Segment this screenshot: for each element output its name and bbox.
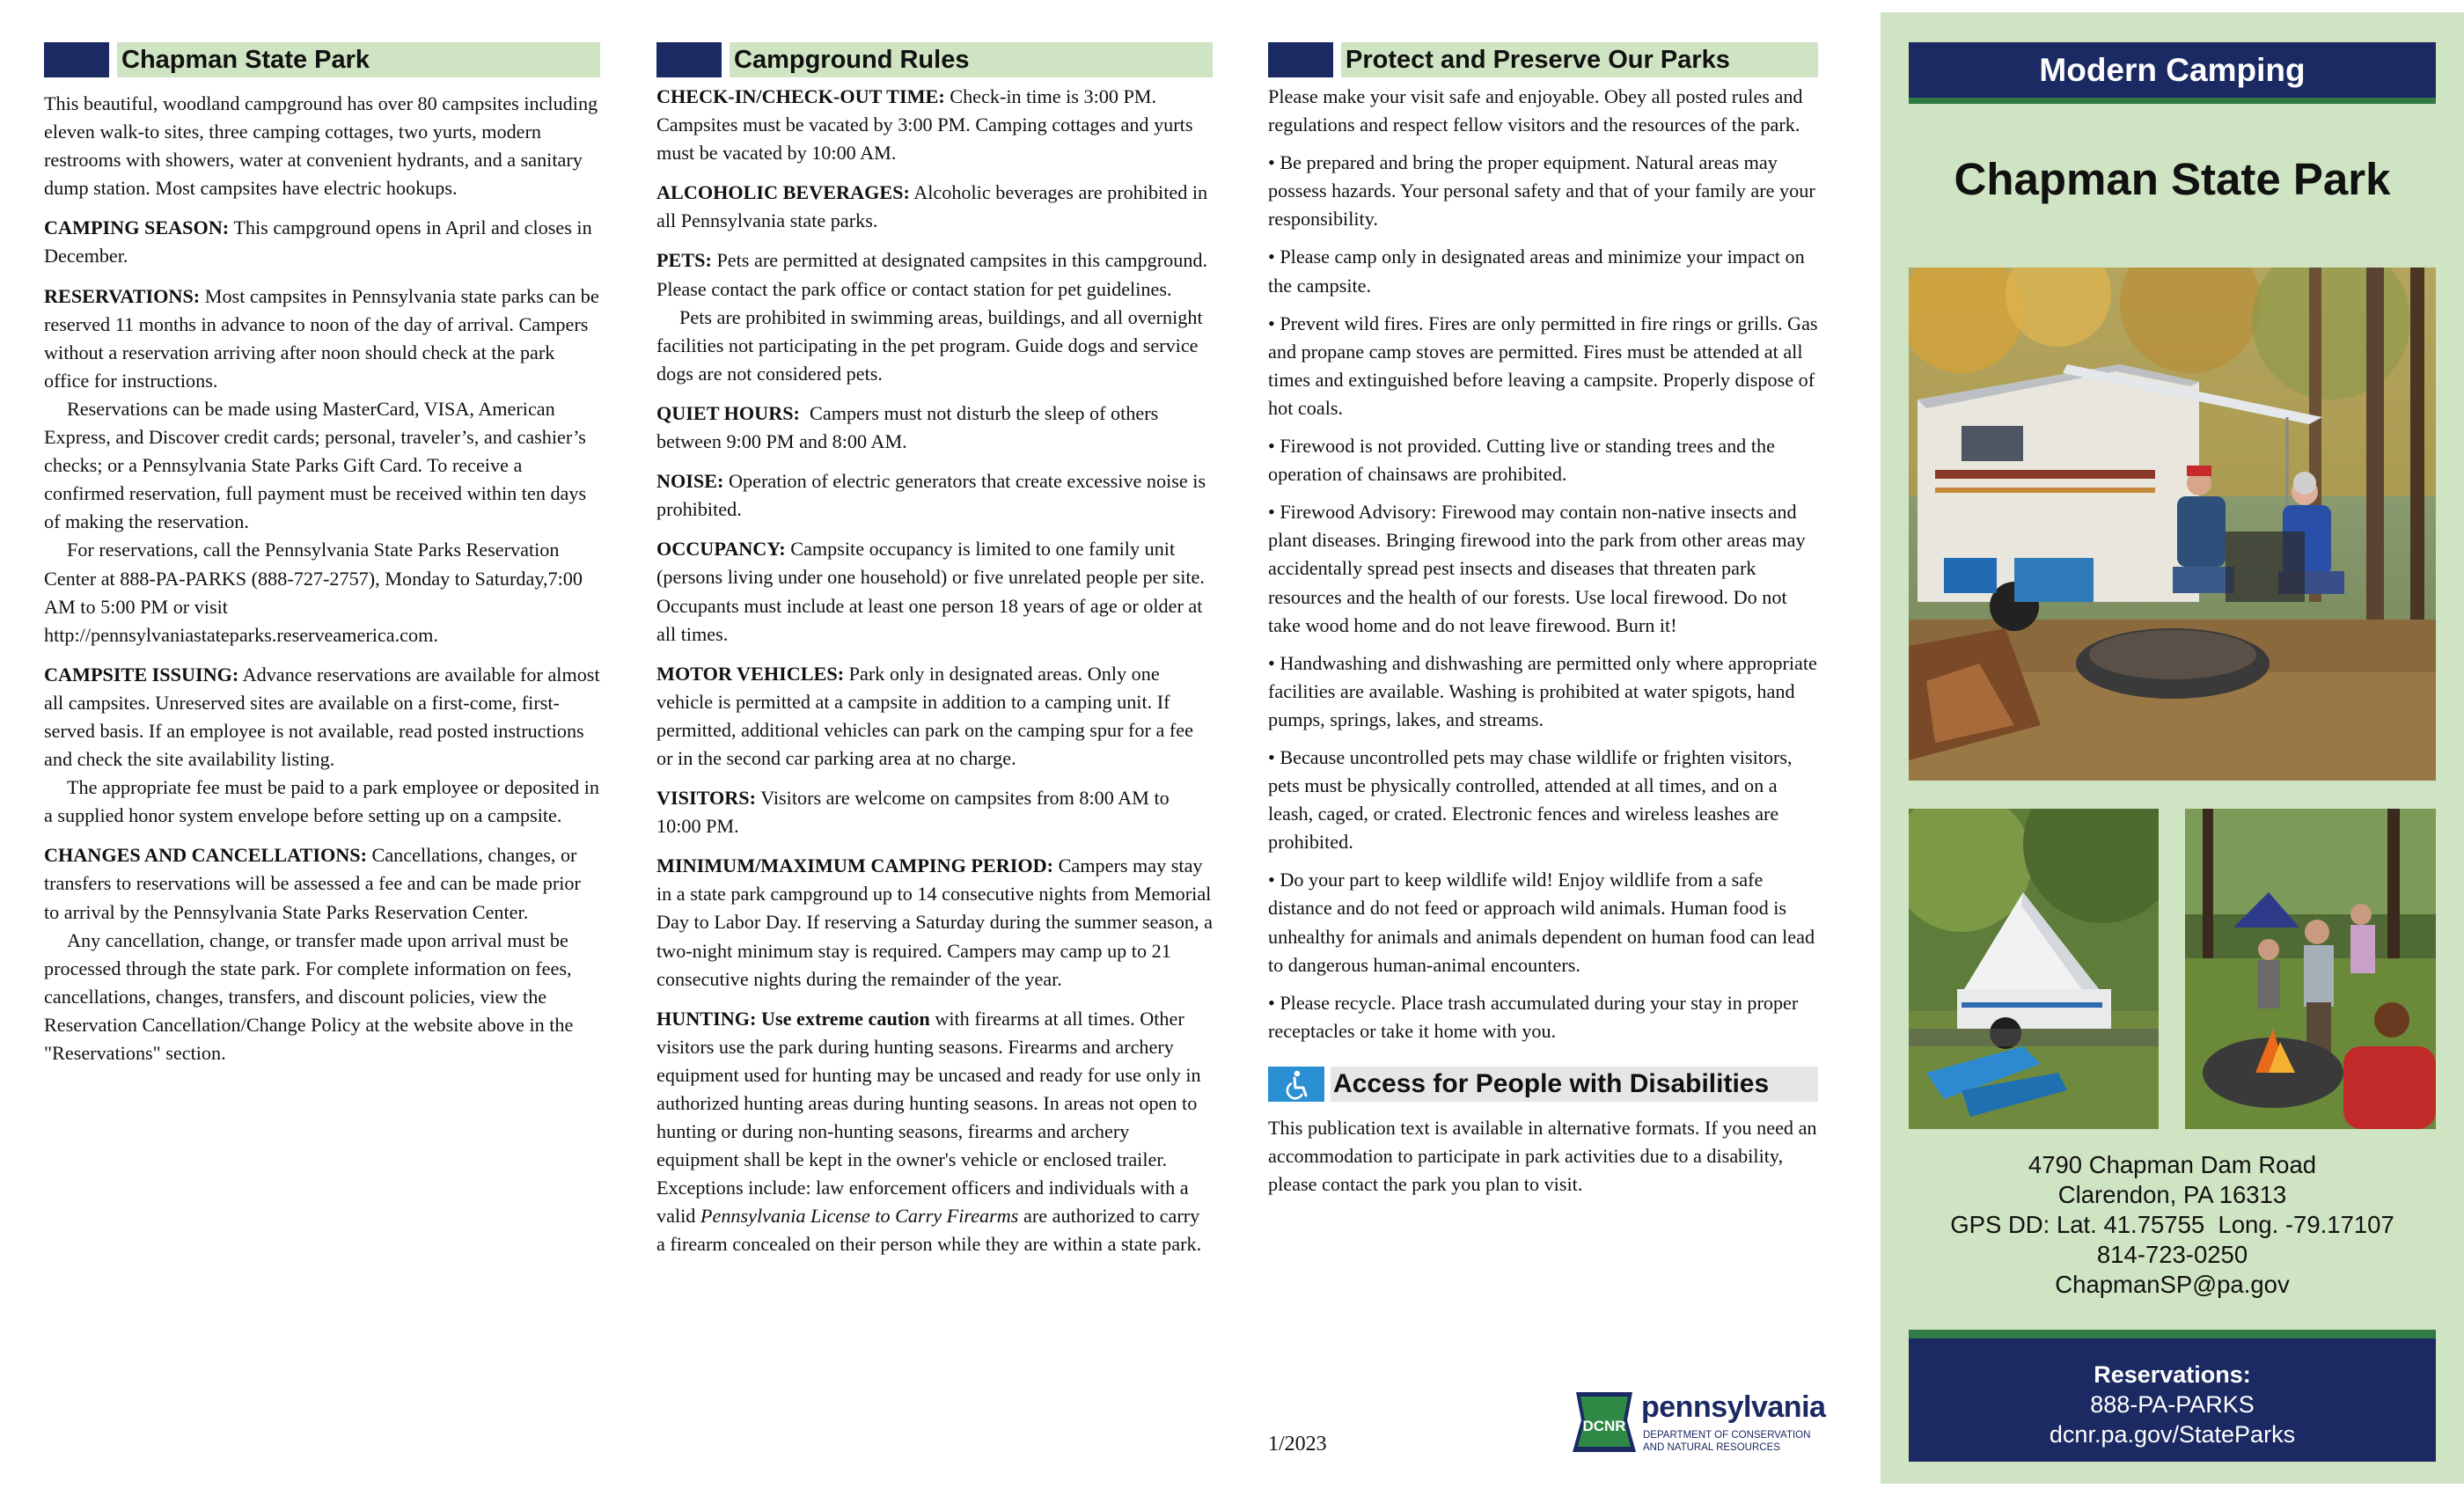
intro-paragraph: This beautiful, woodland campground has over 80 campsites including eleven walk-to sites, three camping cottages, two yurts, modern restrooms with showers, water at convenient hydrants, and a sanitary dump station. Most campsites have electric hookups. — [44, 92, 598, 200]
quiet-hours-text: Campers must not disturb the sleep of others between 9:00 PM and 8:00 AM. — [656, 401, 1163, 453]
bullet-item: • Handwashing and dishwashing are permitted only where appropriate facilities are available. Washing is prohibited at water spigots, hand pumps, springs, lakes, and streams. — [1268, 651, 1817, 730]
reservations-text: Most campsites in Pennsylvania state parks can be reserved 11 months in advance to noon of the day of arrival. Campers without a reservation arriving after noon should check at the park office for instructions. — [44, 284, 599, 392]
department-name — [1643, 1429, 1810, 1454]
wheelchair-icon — [1268, 1067, 1324, 1102]
motor-vehicles-label: MOTOR VEHICLES: — [656, 662, 845, 685]
pennsylvania-dcnr-logo — [1571, 1390, 1826, 1461]
visitors-text: Visitors are welcome on campsites from 8:00 AM to 10:00 PM. — [656, 787, 1170, 838]
reservations-payment-paragraph: Reservations can be made using MasterCard, VISA, American Express, and Discover credit cards; personal, traveler’s, and cashier’s checks; or a Pennsylvania State Parks Gift Card. To receive a confirmed reservation, full payment must be received within ten days of making the reservation. — [44, 397, 587, 533]
occupancy-label: OCCUPANCY: — [656, 538, 786, 561]
reservations-paragraph — [44, 282, 600, 395]
park-name-title: Chapman State Park — [1954, 154, 2391, 204]
email-address: ChapmanSP@pa.gov — [2055, 1271, 2290, 1298]
pets-prohibited-paragraph: Pets are prohibited in swimming areas, buildings, and all overnight facilities not participating in the pet program. Guide dogs and service dogs are not considered pets. — [656, 305, 1203, 385]
hunting-license-text: Pennsylvania License to Carry Firearms — [700, 1205, 1019, 1228]
hunting-label: HUNTING: Use extreme caution — [656, 1007, 930, 1030]
quiet-hours-label: QUIET HOURS: — [656, 401, 800, 424]
banner-title: Modern Camping — [2039, 52, 2306, 88]
column-chapman-state-park — [44, 42, 600, 1079]
min-max-period-label: MINIMUM/MAXIMUM CAMPING PERIOD: — [656, 854, 1054, 877]
changes-label: CHANGES AND CANCELLATIONS: — [44, 844, 367, 867]
pets-label: PETS: — [656, 249, 712, 272]
changes-text: Cancellations, changes, or transfers to reservations will be assessed a fee and can be made prior to arrival by the Pennsylvania State Parks Reservation Center. — [44, 844, 581, 923]
section-title: Campground Rules — [734, 46, 970, 74]
header-accent-block — [656, 42, 722, 77]
department-line-1: DEPARTMENT OF CONSERVATION — [1643, 1430, 1811, 1441]
camping-season-paragraph — [44, 214, 600, 270]
reservations-lines — [1909, 1360, 2436, 1449]
access-header — [1268, 1067, 1818, 1102]
reservations-stripe — [1909, 1330, 2436, 1338]
noise-label: NOISE: — [656, 470, 724, 493]
bullet-item: • Firewood Advisory: Firewood may contain non-native insects and plant diseases. Bringing firewood into the park from other areas may accidentally spread pest insects and diseases that threaten park resources and the health of our forests. Use local firewood. Do not take wood home and do not leave firewood. Burn it! — [1268, 501, 1806, 636]
bullet-item: • Please camp only in designated areas and minimize your impact on the campsite. — [1268, 246, 1805, 297]
occupancy-text: Campsite occupancy is limited to one family unit (persons living under one household) or five unrelated people per site. Occupants must include at least one person 18 years of age or older at all times. — [656, 538, 1205, 645]
reservations-label: RESERVATIONS: — [44, 284, 201, 307]
pets-paragraph — [656, 246, 1213, 303]
section-body — [656, 83, 1213, 1259]
hunting-end-text: are authorized to carry a firearm concealed on their person while they are within a state park. — [656, 1205, 1202, 1256]
header-accent-block — [44, 42, 109, 77]
hunting-paragraph — [656, 1005, 1213, 1259]
section-body — [44, 90, 600, 1067]
alcohol-label: ALCOHOLIC BEVERAGES: — [656, 181, 910, 204]
address-line-2: Clarendon, PA 16313 — [2057, 1181, 2287, 1208]
section-title: Protect and Preserve Our Parks — [1346, 46, 1730, 74]
quiet-hours-paragraph — [656, 400, 1213, 456]
dcnr-badge-text: DCNR — [1582, 1418, 1626, 1434]
section-title: Chapman State Park — [121, 46, 370, 74]
min-max-period-text: Campers may stay in a state park campground up to 14 consecutive nights from Memorial Day to Labor Day. If reserving a Saturday during the summer season, a two-night minimum stay is required. Campers may camp up to 21 consecutive nights during the remainder of the year. — [656, 854, 1213, 990]
bullet-item: • Please recycle. Place trash accumulated during your stay in proper receptacles or take it home with you. — [1268, 991, 1799, 1042]
access-title: Access for People with Disabilities — [1333, 1068, 1770, 1098]
motor-vehicles-paragraph — [656, 660, 1213, 773]
checkin-text: Check-in time is 3:00 PM. Campsites must be vacated by 3:00 PM. Camping cottages and yurts must be vacated by 10:00 AM. — [656, 85, 1193, 165]
section-body — [1268, 83, 1818, 1045]
gps-coordinates: GPS DD: Lat. 41.75755 Long. -79.17107 — [1950, 1211, 2394, 1238]
campsite-fee-paragraph: The appropriate fee must be paid to a park employee or deposited in a supplied honor system envelope before setting up on a campsite. — [44, 776, 600, 827]
rv-campsite-photo — [1909, 268, 2436, 781]
campsite-issuing-paragraph — [44, 661, 600, 774]
section-header — [1268, 42, 1818, 77]
noise-text: Operation of electric generators that create excessive noise is prohibited. — [656, 470, 1206, 521]
reservations-box — [1909, 1330, 2436, 1462]
park-contact-info — [1881, 1150, 2464, 1300]
section-header — [44, 42, 600, 77]
column-protect-preserve — [1268, 42, 1818, 1208]
motor-vehicles-text: Park only in designated areas. Only one vehicle is permitted at a campsite in addition to a camping unit. If permitted, additional vehicles can park on the camping spur for a fee or in the second car parking area at no charge. — [656, 662, 1193, 769]
checkin-label: CHECK-IN/CHECK-OUT TIME: — [656, 85, 945, 107]
bullet-item: • Because uncontrolled pets may chase wildlife or frighten visitors, pets must be physically controlled, attended at all times, and on a leash, caged, or crated. Electronic fences and wireless leashes are prohibited. — [1268, 745, 1793, 854]
min-max-period-paragraph — [656, 852, 1213, 993]
section-header — [656, 42, 1213, 77]
cover-panel — [1881, 12, 2464, 1484]
access-body — [1268, 1114, 1818, 1199]
department-line-2: AND NATURAL RESOURCES — [1643, 1442, 1780, 1453]
campsite-issuing-text: Advance reservations are available for almost all campsites. Unreserved sites are available on a first-come, first-served basis. If an employee is not available, read posted instructions and check the site availability listing. — [44, 663, 600, 771]
bullet-item: • Do your part to keep wildlife wild! Enjoy wildlife from a safe distance and do not feed or approach wild animals. Human food is unhealthy for animals and animals dependent on human food can lead to dangerous human-animal encounters. — [1268, 869, 1815, 976]
noise-paragraph — [656, 467, 1213, 524]
occupancy-paragraph — [656, 535, 1213, 648]
visitors-paragraph — [656, 784, 1213, 840]
changes-policy-paragraph: Any cancellation, change, or transfer made upon arrival must be processed through the state park. For complete information on fees, cancellations, changes, transfers, and discount policies, view the Reservation Cancellation/Change Policy at the website above in the "Reservations" section. — [44, 928, 574, 1064]
bullet-item: • Prevent wild fires. Fires are only permitted in fire rings or grills. Gas and propane camp stoves are permitted. Fires must be attended at all times and extinguished before leaving a campsite. Properly dispose of hot coals. — [1268, 312, 1818, 419]
keystone-icon — [1571, 1390, 1638, 1454]
column-campground-rules — [656, 42, 1213, 1271]
access-paragraph: This publication text is available in alternative formats. If you need an accommodation to participate in park activities due to a disability, please contact the park you plan to visit. — [1268, 1116, 1817, 1196]
banner-stripe — [1909, 98, 2436, 104]
reservations-heading: Reservations: — [2094, 1361, 2251, 1388]
a-frame-camper-photo — [1909, 809, 2159, 1129]
bullet-item: • Firewood is not provided. Cutting live or standing trees and the operation of chainsaws are prohibited. — [1268, 435, 1775, 486]
checkin-paragraph — [656, 83, 1213, 167]
reservations-phone: 888-PA-PARKS — [2090, 1391, 2255, 1418]
camping-season-text: This campground opens in April and closes in December. — [44, 216, 592, 268]
pennsylvania-wordmark: pennsylvania — [1641, 1390, 1826, 1424]
changes-paragraph — [44, 841, 600, 926]
alcohol-paragraph — [656, 179, 1213, 235]
alcohol-text: Alcoholic beverages are prohibited in all Pennsylvania state parks. — [656, 181, 1208, 232]
reservations-contact-paragraph: For reservations, call the Pennsylvania State Parks Reservation Center at 888-PA-PARKS (888-727-2757), Monday to Saturday,7:00 AM to 5:00 PM or visit http://pennsylvaniastateparks.reserveamerica.com. — [44, 539, 583, 646]
bullet-item: • Be prepared and bring the proper equipment. Natural areas may possess hazards. Your personal safety and that of your family are your responsibility. — [1268, 151, 1815, 231]
hunting-text: with firearms at all times. Other visitors use the park during hunting seasons. Firearms and archery equipment used for hunting may be uncased and ready for use only in authorized hunting areas during hunting seasons. In areas not open to hunting or during non-hunting seasons, firearms and archery equipment shall be kept in the owner's vehicle or enclosed trailer. Exceptions include: law enforcement officers and individuals with a valid — [656, 1007, 1201, 1228]
phone-number: 814-723-0250 — [2096, 1241, 2248, 1268]
pets-text: Pets are permitted at designated campsites in this campground. Please contact the park office or contact station for pet guidelines. — [656, 249, 1208, 300]
publication-date: 1/2023 — [1268, 1433, 1327, 1456]
header-accent-block — [1268, 42, 1333, 77]
protect-intro-paragraph: Please make your visit safe and enjoyable. Obey all posted rules and regulations and respect fellow visitors and the resources of the park. — [1268, 85, 1803, 136]
visitors-label: VISITORS: — [656, 787, 757, 810]
address-line-1: 4790 Chapman Dam Road — [2028, 1151, 2317, 1178]
reservations-website: dcnr.pa.gov/StateParks — [2049, 1421, 2296, 1448]
campfire-family-photo — [2185, 809, 2436, 1129]
modern-camping-banner — [1909, 42, 2436, 104]
camping-season-label: CAMPING SEASON: — [44, 216, 230, 239]
campsite-issuing-label: CAMPSITE ISSUING: — [44, 663, 239, 686]
